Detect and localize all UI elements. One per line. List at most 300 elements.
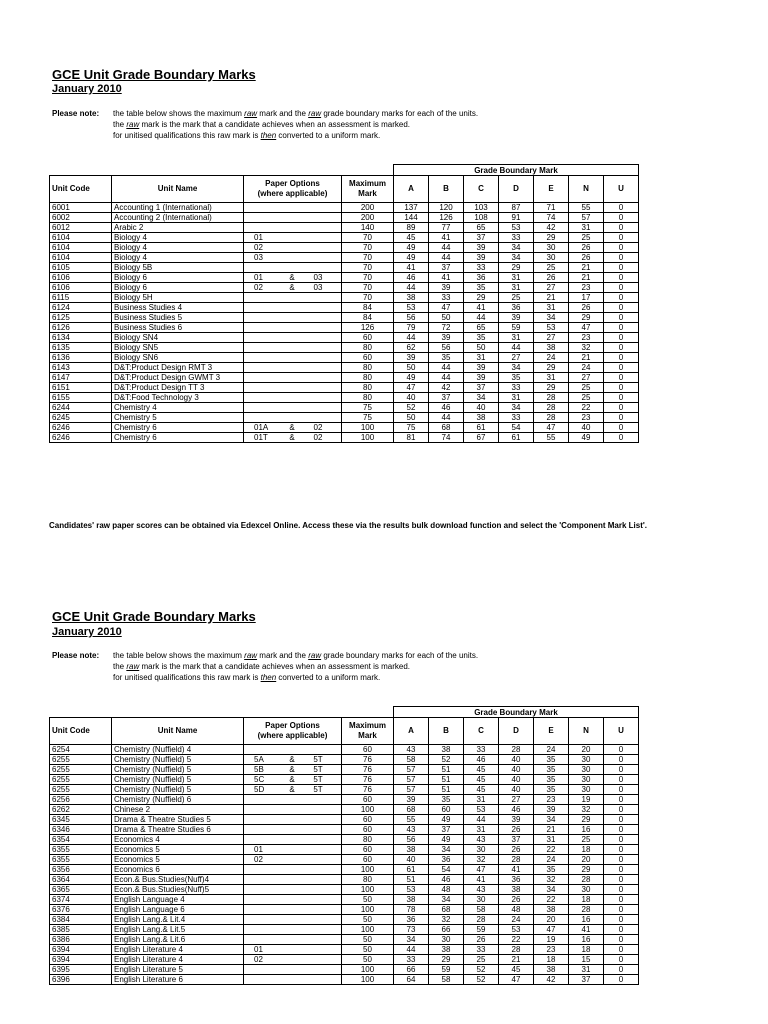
max-mark-cell: 60 [342, 353, 394, 363]
grade-cell: 56 [394, 835, 429, 845]
grade-cell: 28 [534, 403, 569, 413]
grade-cell: 44 [464, 313, 499, 323]
grade-cell: 46 [394, 273, 429, 283]
table-row [50, 223, 639, 233]
grade-cell: 29 [534, 383, 569, 393]
paper-options-cell [244, 383, 342, 393]
unit-code-cell: 6106 [50, 283, 112, 293]
unit-code-cell: 6365 [50, 885, 112, 895]
unit-code-cell: 6254 [50, 745, 112, 755]
table-row [50, 905, 639, 915]
grade-cell: 49 [394, 253, 429, 263]
grade-cell: 51 [429, 775, 464, 785]
grade-cell: 30 [534, 243, 569, 253]
paper-options-cell [244, 393, 342, 403]
grade-cell: 50 [464, 343, 499, 353]
unit-code-cell: 6155 [50, 393, 112, 403]
grade-cell: 41 [499, 865, 534, 875]
grade-cell: 25 [569, 383, 604, 393]
grade-cell: 34 [499, 253, 534, 263]
paper-options-header [244, 176, 342, 203]
table-row [50, 263, 639, 273]
grade-cell: 32 [569, 343, 604, 353]
grade-cell: 40 [499, 785, 534, 795]
unit-code-cell: 6104 [50, 243, 112, 253]
unit-name-cell: Chemistry 5 [112, 413, 244, 423]
paper-options-cell [244, 845, 342, 855]
grade-header: D [499, 176, 534, 203]
max-mark-cell: 70 [342, 253, 394, 263]
paper-options-cell [244, 273, 342, 283]
paper-options-cell [244, 815, 342, 825]
grade-cell: 21 [569, 263, 604, 273]
grade-cell: 28 [499, 745, 534, 755]
paper-option-2 [304, 945, 332, 954]
paper-options-cell [244, 313, 342, 323]
paper-option-2: 5T [313, 785, 323, 794]
unit-name-cell: Biology SN6 [112, 353, 244, 363]
paper-option-1: 02 [254, 955, 263, 964]
unit-name-cell: Biology 6 [112, 283, 244, 293]
unit-code-cell: 6385 [50, 925, 112, 935]
grade-header: B [429, 718, 464, 745]
grade-cell: 0 [604, 925, 639, 935]
paper-options-cell [244, 945, 342, 955]
grade-cell: 34 [534, 313, 569, 323]
grade-cell: 18 [534, 955, 569, 965]
unit-code-cell: 6135 [50, 343, 112, 353]
paper-options-cell [244, 805, 342, 815]
paper-option-2: 5T [313, 765, 323, 774]
grade-cell: 52 [464, 965, 499, 975]
paper-options-values [244, 855, 341, 864]
max-mark-cell: 80 [342, 835, 394, 845]
table-row [50, 825, 639, 835]
page-title: GCE Unit Grade Boundary Marks [52, 609, 256, 624]
unit-name-header: Unit Name [112, 176, 244, 203]
table-row [50, 945, 639, 955]
grade-cell: 53 [499, 925, 534, 935]
grade-cell: 46 [429, 875, 464, 885]
footnote: Candidates' raw paper scores can be obtained via Edexcel Online. Access these via the results bulk download function and select the 'Component Mark List'. [49, 521, 648, 530]
unit-name-cell: English Lang.& Lit.6 [112, 935, 244, 945]
table-row [50, 955, 639, 965]
max-mark-cell: 80 [342, 343, 394, 353]
unit-code-cell: 6384 [50, 915, 112, 925]
grade-cell: 51 [394, 875, 429, 885]
paper-option-join [280, 233, 304, 242]
max-mark-cell: 100 [342, 905, 394, 915]
grade-cell: 35 [464, 283, 499, 293]
grade-cell: 91 [499, 213, 534, 223]
grade-cell: 0 [604, 403, 639, 413]
table-row [50, 383, 639, 393]
paper-options-values [244, 423, 341, 432]
grade-header: D [499, 718, 534, 745]
grade-cell: 44 [429, 373, 464, 383]
unit-name-cell: English Language 6 [112, 905, 244, 915]
paper-options-label: Paper Options [265, 179, 320, 188]
max-mark-cell: 100 [342, 865, 394, 875]
max-mark-cell: 200 [342, 213, 394, 223]
unit-name-cell: English Lang.& Lit.5 [112, 925, 244, 935]
unit-code-cell: 6394 [50, 955, 112, 965]
grade-cell: 41 [464, 303, 499, 313]
paper-option-2: 5T [313, 775, 323, 784]
table-row [50, 875, 639, 885]
grade-cell: 0 [604, 955, 639, 965]
paper-options-cell [244, 935, 342, 945]
grade-cell: 0 [604, 865, 639, 875]
max-mark-cell: 100 [342, 925, 394, 935]
unit-name-cell: Biology 5B [112, 263, 244, 273]
grade-cell: 39 [534, 805, 569, 815]
paper-options-cell [244, 885, 342, 895]
grade-boundary-mark-header: Grade Boundary Mark [394, 707, 639, 718]
grade-cell: 43 [464, 835, 499, 845]
unit-code-cell: 6255 [50, 785, 112, 795]
grade-cell: 0 [604, 945, 639, 955]
unit-name-cell: Econ.& Bus.Studies(Nuff)5 [112, 885, 244, 895]
unit-name-cell: Chemistry (Nuffield) 6 [112, 795, 244, 805]
grade-cell: 46 [499, 805, 534, 815]
unit-code-cell: 6115 [50, 293, 112, 303]
paper-options-cell [244, 363, 342, 373]
grade-cell: 0 [604, 815, 639, 825]
table-row [50, 393, 639, 403]
grade-cell: 29 [569, 815, 604, 825]
paper-option-1: 02 [254, 283, 263, 292]
unit-code-cell: 6246 [50, 423, 112, 433]
grade-header: A [394, 718, 429, 745]
paper-option-1: 02 [254, 243, 263, 252]
grade-cell: 49 [429, 815, 464, 825]
unit-name-cell: English Literature 5 [112, 965, 244, 975]
grade-cell: 18 [569, 895, 604, 905]
grade-cell: 103 [464, 203, 499, 213]
grade-cell: 74 [534, 213, 569, 223]
grade-header: A [394, 176, 429, 203]
unit-name-cell: English Literature 4 [112, 945, 244, 955]
max-mark-cell: 80 [342, 363, 394, 373]
max-mark-cell: 60 [342, 825, 394, 835]
unit-code-cell: 6002 [50, 213, 112, 223]
table-row [50, 283, 639, 293]
unit-code-cell: 6151 [50, 383, 112, 393]
unit-name-cell: Biology 4 [112, 233, 244, 243]
note-label: Please note: [52, 109, 100, 118]
max-mark-cell: 100 [342, 433, 394, 443]
table-row [50, 303, 639, 313]
max-mark-header [342, 718, 394, 745]
unit-code-cell: 6244 [50, 403, 112, 413]
grade-cell: 29 [534, 363, 569, 373]
grade-cell: 29 [464, 293, 499, 303]
unit-name-cell: English Literature 6 [112, 975, 244, 985]
paper-options-values [244, 785, 341, 794]
grade-cell: 108 [464, 213, 499, 223]
grade-cell: 38 [464, 413, 499, 423]
grade-cell: 0 [604, 805, 639, 815]
grade-cell: 49 [394, 373, 429, 383]
max-mark-cell: 60 [342, 795, 394, 805]
grade-cell: 55 [394, 815, 429, 825]
grade-cell: 32 [569, 805, 604, 815]
grade-cell: 28 [499, 855, 534, 865]
grade-cell: 40 [569, 423, 604, 433]
paper-option-join: & [289, 423, 295, 432]
paper-option-2 [304, 955, 332, 964]
grade-cell: 28 [534, 413, 569, 423]
paper-options-cell [244, 433, 342, 443]
unit-name-cell: Economics 6 [112, 865, 244, 875]
grade-cell: 45 [464, 775, 499, 785]
grade-cell: 21 [534, 825, 569, 835]
unit-name-cell: Drama & Theatre Studies 5 [112, 815, 244, 825]
grade-cell: 41 [394, 263, 429, 273]
paper-option-1: 03 [254, 253, 263, 262]
table-row [50, 413, 639, 423]
unit-code-cell: 6346 [50, 825, 112, 835]
grade-cell: 44 [429, 413, 464, 423]
grade-cell: 38 [534, 965, 569, 975]
table-row [50, 785, 639, 795]
table-row [50, 203, 639, 213]
grade-header: U [604, 718, 639, 745]
grade-cell: 58 [429, 975, 464, 985]
unit-code-cell: 6143 [50, 363, 112, 373]
grade-cell: 23 [534, 945, 569, 955]
note-line: the raw mark is the mark that a candidate achieves when an assessment is marked. [113, 662, 411, 671]
grade-cell: 27 [569, 373, 604, 383]
max-mark-cell: 70 [342, 283, 394, 293]
grade-header: N [569, 176, 604, 203]
grade-cell: 41 [569, 925, 604, 935]
grade-cell: 24 [534, 353, 569, 363]
grade-cell: 53 [394, 885, 429, 895]
grade-cell: 34 [534, 885, 569, 895]
grade-cell: 52 [464, 975, 499, 985]
grade-cell: 31 [534, 303, 569, 313]
paper-options-cell [244, 915, 342, 925]
paper-options-cell [244, 875, 342, 885]
paper-option-1: 01 [254, 845, 263, 854]
paper-options-cell [244, 253, 342, 263]
paper-option-2: 02 [313, 433, 323, 442]
paper-options-cell [244, 785, 342, 795]
grade-cell: 19 [534, 935, 569, 945]
grade-cell: 30 [569, 885, 604, 895]
paper-option-join: & [289, 283, 295, 292]
grade-cell: 0 [604, 293, 639, 303]
paper-option-1: 01 [254, 233, 263, 242]
grade-cell: 26 [499, 845, 534, 855]
grade-cell: 33 [499, 233, 534, 243]
paper-options-values [244, 273, 341, 282]
grade-cell: 57 [394, 785, 429, 795]
grade-cell: 25 [499, 293, 534, 303]
paper-options-cell [244, 333, 342, 343]
grade-cell: 43 [394, 825, 429, 835]
paper-options-cell [244, 965, 342, 975]
grade-cell: 30 [464, 895, 499, 905]
unit-code-cell: 6376 [50, 905, 112, 915]
grade-cell: 77 [429, 223, 464, 233]
grade-cell: 44 [394, 333, 429, 343]
unit-code-cell: 6364 [50, 875, 112, 885]
paper-options-cell [244, 373, 342, 383]
max-mark-cell: 60 [342, 845, 394, 855]
paper-options-label: Paper Options [265, 721, 320, 730]
paper-options-values [244, 755, 341, 764]
grade-header: E [534, 718, 569, 745]
grade-cell: 60 [429, 805, 464, 815]
max-mark-cell: 84 [342, 303, 394, 313]
grade-cell: 45 [464, 785, 499, 795]
grade-cell: 61 [464, 423, 499, 433]
paper-option-1: 5D [254, 785, 265, 794]
grade-cell: 25 [569, 233, 604, 243]
paper-options-cell [244, 343, 342, 353]
grade-cell: 28 [464, 915, 499, 925]
grade-cell: 0 [604, 905, 639, 915]
grade-cell: 24 [534, 745, 569, 755]
header-row [50, 718, 639, 745]
grade-cell: 0 [604, 975, 639, 985]
grade-cell: 44 [429, 253, 464, 263]
grade-cell: 37 [429, 393, 464, 403]
grade-cell: 67 [464, 433, 499, 443]
page-subtitle: January 2010 [52, 83, 122, 95]
grade-cell: 35 [499, 373, 534, 383]
paper-options-cell [244, 263, 342, 273]
grade-cell: 64 [394, 975, 429, 985]
table-row [50, 353, 639, 363]
unit-code-cell: 6104 [50, 253, 112, 263]
paper-options-values [244, 845, 341, 854]
grade-cell: 47 [464, 865, 499, 875]
grade-cell: 40 [464, 403, 499, 413]
grade-cell: 0 [604, 223, 639, 233]
unit-code-cell: 6125 [50, 313, 112, 323]
grade-cell: 52 [394, 403, 429, 413]
grade-cell: 87 [499, 203, 534, 213]
grade-cell: 31 [464, 795, 499, 805]
unit-name-cell: Chemistry (Nuffield) 5 [112, 785, 244, 795]
grade-cell: 61 [499, 433, 534, 443]
grade-cell: 27 [534, 283, 569, 293]
max-mark-label: Maximum [349, 721, 386, 730]
table-row [50, 273, 639, 283]
grade-cell: 0 [604, 765, 639, 775]
unit-code-cell: 6395 [50, 965, 112, 975]
unit-code-cell: 6262 [50, 805, 112, 815]
note-line: for unitised qualifications this raw mark is then converted to a uniform mark. [113, 131, 381, 140]
unit-name-cell: Business Studies 6 [112, 323, 244, 333]
grade-cell: 31 [534, 835, 569, 845]
page-title: GCE Unit Grade Boundary Marks [52, 67, 256, 82]
paper-option-2 [304, 253, 332, 262]
table-row [50, 253, 639, 263]
grade-cell: 61 [394, 865, 429, 875]
grade-cell: 0 [604, 795, 639, 805]
grade-cell: 38 [534, 905, 569, 915]
grade-cell: 32 [429, 915, 464, 925]
unit-name-cell: Biology 4 [112, 243, 244, 253]
max-mark-cell: 70 [342, 263, 394, 273]
grade-cell: 37 [464, 233, 499, 243]
grade-cell: 68 [429, 423, 464, 433]
table-row [50, 243, 639, 253]
grade-cell: 18 [569, 845, 604, 855]
max-mark-cell: 100 [342, 965, 394, 975]
grade-cell: 0 [604, 263, 639, 273]
max-mark-cell: 76 [342, 765, 394, 775]
grade-cell: 55 [534, 433, 569, 443]
paper-options-cell [244, 925, 342, 935]
grade-cell: 26 [534, 273, 569, 283]
grade-cell: 38 [394, 845, 429, 855]
paper-option-join [280, 243, 304, 252]
grade-cell: 0 [604, 343, 639, 353]
grade-cell: 71 [534, 203, 569, 213]
grade-cell: 16 [569, 935, 604, 945]
grade-cell: 35 [534, 755, 569, 765]
grade-cell: 30 [569, 785, 604, 795]
grade-cell: 53 [394, 303, 429, 313]
paper-option-2: 02 [313, 423, 323, 432]
max-mark-cell: 50 [342, 945, 394, 955]
grade-cell: 51 [429, 785, 464, 795]
grade-cell: 15 [569, 955, 604, 965]
grade-cell: 20 [569, 745, 604, 755]
grade-cell: 22 [499, 935, 534, 945]
grade-cell: 0 [604, 935, 639, 945]
grade-cell: 40 [499, 775, 534, 785]
grade-cell: 31 [499, 333, 534, 343]
grade-cell: 22 [534, 895, 569, 905]
grade-cell: 42 [534, 975, 569, 985]
grade-cell: 38 [429, 745, 464, 755]
max-mark-cell: 70 [342, 233, 394, 243]
grade-cell: 33 [499, 383, 534, 393]
table-row [50, 403, 639, 413]
table-row [50, 855, 639, 865]
grade-cell: 47 [499, 975, 534, 985]
unit-code-cell: 6134 [50, 333, 112, 343]
grade-cell: 31 [534, 373, 569, 383]
grade-cell: 34 [499, 403, 534, 413]
unit-name-cell: Biology 6 [112, 273, 244, 283]
max-mark-cell: 75 [342, 413, 394, 423]
table-row [50, 805, 639, 815]
grade-cell: 68 [394, 805, 429, 815]
table-row [50, 333, 639, 343]
grade-cell: 144 [394, 213, 429, 223]
grade-cell: 49 [429, 835, 464, 845]
grade-cell: 39 [464, 373, 499, 383]
grade-cell: 34 [394, 935, 429, 945]
grade-cell: 0 [604, 323, 639, 333]
grade-cell: 137 [394, 203, 429, 213]
grade-cell: 56 [394, 313, 429, 323]
grade-cell: 73 [394, 925, 429, 935]
grade-cell: 49 [394, 243, 429, 253]
unit-name-cell: English Language 4 [112, 895, 244, 905]
grade-cell: 29 [534, 233, 569, 243]
grade-cell: 0 [604, 373, 639, 383]
grade-cell: 0 [604, 283, 639, 293]
